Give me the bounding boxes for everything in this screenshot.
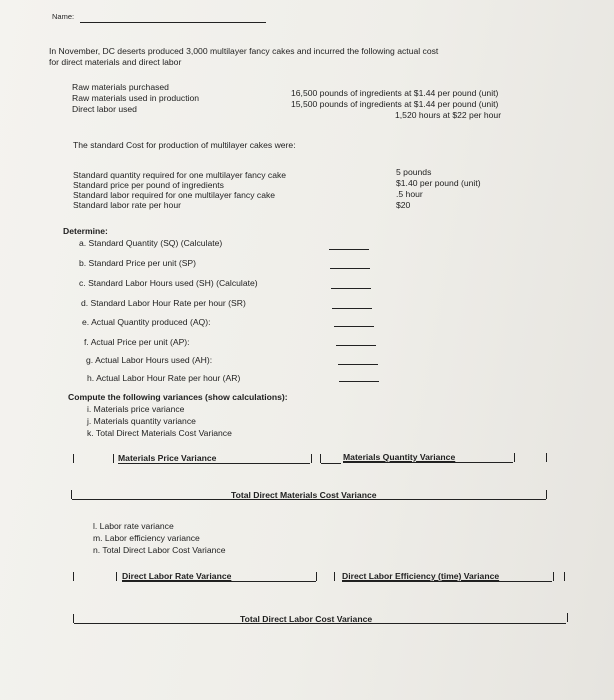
divider-bar bbox=[71, 490, 72, 499]
name-line bbox=[80, 22, 266, 23]
labor-item-n: n. Total Direct Labor Cost Variance bbox=[93, 545, 226, 555]
standard-value-price: $1.40 per pound (unit) bbox=[396, 178, 481, 188]
answer-blank-h[interactable] bbox=[339, 381, 379, 382]
intro-line-1: In November, DC deserts produced 3,000 multilayer fancy cakes and incurred the following actual cost bbox=[49, 46, 439, 56]
standard-label-price: Standard price per pound of ingredients bbox=[73, 180, 224, 190]
standard-value-rate: $20 bbox=[396, 200, 411, 210]
divider-bar bbox=[316, 572, 317, 581]
divider-bar bbox=[546, 453, 547, 462]
compute-heading: Compute the following variances (show calculations): bbox=[68, 392, 288, 402]
answer-blank-e[interactable] bbox=[334, 326, 374, 327]
labor-efficiency-variance-label: Direct Labor Efficiency (time) Variance bbox=[342, 571, 500, 581]
divider-bar bbox=[564, 572, 565, 581]
name-label: Name: bbox=[52, 12, 75, 21]
divider-bar bbox=[113, 454, 114, 463]
standard-value-labor: .5 hour bbox=[396, 189, 423, 199]
answer-line-materials-price[interactable] bbox=[118, 463, 310, 464]
materials-item-i: i. Materials price variance bbox=[87, 404, 185, 414]
divider-bar bbox=[73, 572, 74, 581]
total-dl-variance-label: Total Direct Labor Cost Variance bbox=[240, 614, 373, 624]
answer-blank-a[interactable] bbox=[329, 249, 369, 250]
determine-item-h: h. Actual Labor Hour Rate per hour (AR) bbox=[87, 373, 241, 383]
determine-heading: Determine: bbox=[63, 226, 108, 236]
intro-line-2: for direct materials and direct labor bbox=[49, 57, 182, 67]
determine-item-f: f. Actual Price per unit (AP): bbox=[84, 337, 190, 347]
divider-bar bbox=[546, 490, 547, 499]
materials-item-k: k. Total Direct Materials Cost Variance bbox=[87, 428, 232, 438]
labor-item-m: m. Labor efficiency variance bbox=[93, 533, 200, 543]
answer-line-labor-rate[interactable] bbox=[122, 581, 316, 582]
divider-bar bbox=[320, 454, 321, 463]
determine-item-d: d. Standard Labor Hour Rate per hour (SR) bbox=[81, 298, 246, 308]
determine-item-c: c. Standard Labor Hours used (SH) (Calculate) bbox=[79, 278, 258, 288]
determine-item-b: b. Standard Price per unit (SP) bbox=[79, 258, 197, 268]
materials-quantity-variance-label: Materials Quantity Variance bbox=[343, 452, 456, 462]
total-dm-variance-label: Total Direct Materials Cost Variance bbox=[231, 490, 377, 500]
standard-label-quantity: Standard quantity required for one multilayer fancy cake bbox=[73, 170, 287, 180]
actual-label-labor: Direct labor used bbox=[72, 104, 137, 114]
divider-bar bbox=[73, 614, 74, 623]
answer-line-materials-gap[interactable] bbox=[321, 463, 341, 464]
actual-label-used: Raw materials used in production bbox=[72, 93, 200, 103]
determine-item-e: e. Actual Quantity produced (AQ): bbox=[82, 317, 211, 327]
divider-bar bbox=[116, 572, 117, 581]
answer-line-labor-efficiency[interactable] bbox=[342, 581, 552, 582]
divider-bar bbox=[553, 572, 554, 581]
actual-value-labor: 1,520 hours at $22 per hour bbox=[395, 110, 502, 120]
standard-label-rate: Standard labor rate per hour bbox=[73, 200, 181, 210]
answer-blank-c[interactable] bbox=[331, 288, 371, 289]
answer-line-materials-quantity[interactable] bbox=[343, 462, 513, 463]
answer-blank-b[interactable] bbox=[330, 268, 370, 269]
divider-bar bbox=[334, 572, 335, 581]
answer-blank-f[interactable] bbox=[336, 345, 376, 346]
actual-value-used: 15,500 pounds of ingredients at $1.44 per pound (unit) bbox=[291, 99, 499, 109]
labor-rate-variance-label: Direct Labor Rate Variance bbox=[122, 571, 232, 581]
determine-item-g: g. Actual Labor Hours used (AH): bbox=[86, 355, 213, 365]
standard-value-quantity: 5 pounds bbox=[396, 167, 432, 177]
actual-label-purchased: Raw materials purchased bbox=[72, 82, 169, 92]
divider-bar bbox=[567, 613, 568, 622]
determine-item-a: a. Standard Quantity (SQ) (Calculate) bbox=[79, 238, 223, 248]
actual-value-purchased: 16,500 pounds of ingredients at $1.44 per pound (unit) bbox=[291, 88, 499, 98]
divider-bar bbox=[311, 454, 312, 463]
divider-bar bbox=[73, 454, 74, 463]
standard-heading: The standard Cost for production of multilayer cakes were: bbox=[73, 140, 296, 150]
answer-blank-d[interactable] bbox=[332, 308, 372, 309]
divider-bar bbox=[514, 453, 515, 462]
answer-blank-g[interactable] bbox=[338, 364, 378, 365]
labor-item-l: l. Labor rate variance bbox=[93, 521, 174, 531]
materials-price-variance-label: Materials Price Variance bbox=[118, 453, 217, 463]
materials-item-j: j. Materials quantity variance bbox=[87, 416, 196, 426]
standard-label-labor: Standard labor required for one multilayer fancy cake bbox=[73, 190, 276, 200]
